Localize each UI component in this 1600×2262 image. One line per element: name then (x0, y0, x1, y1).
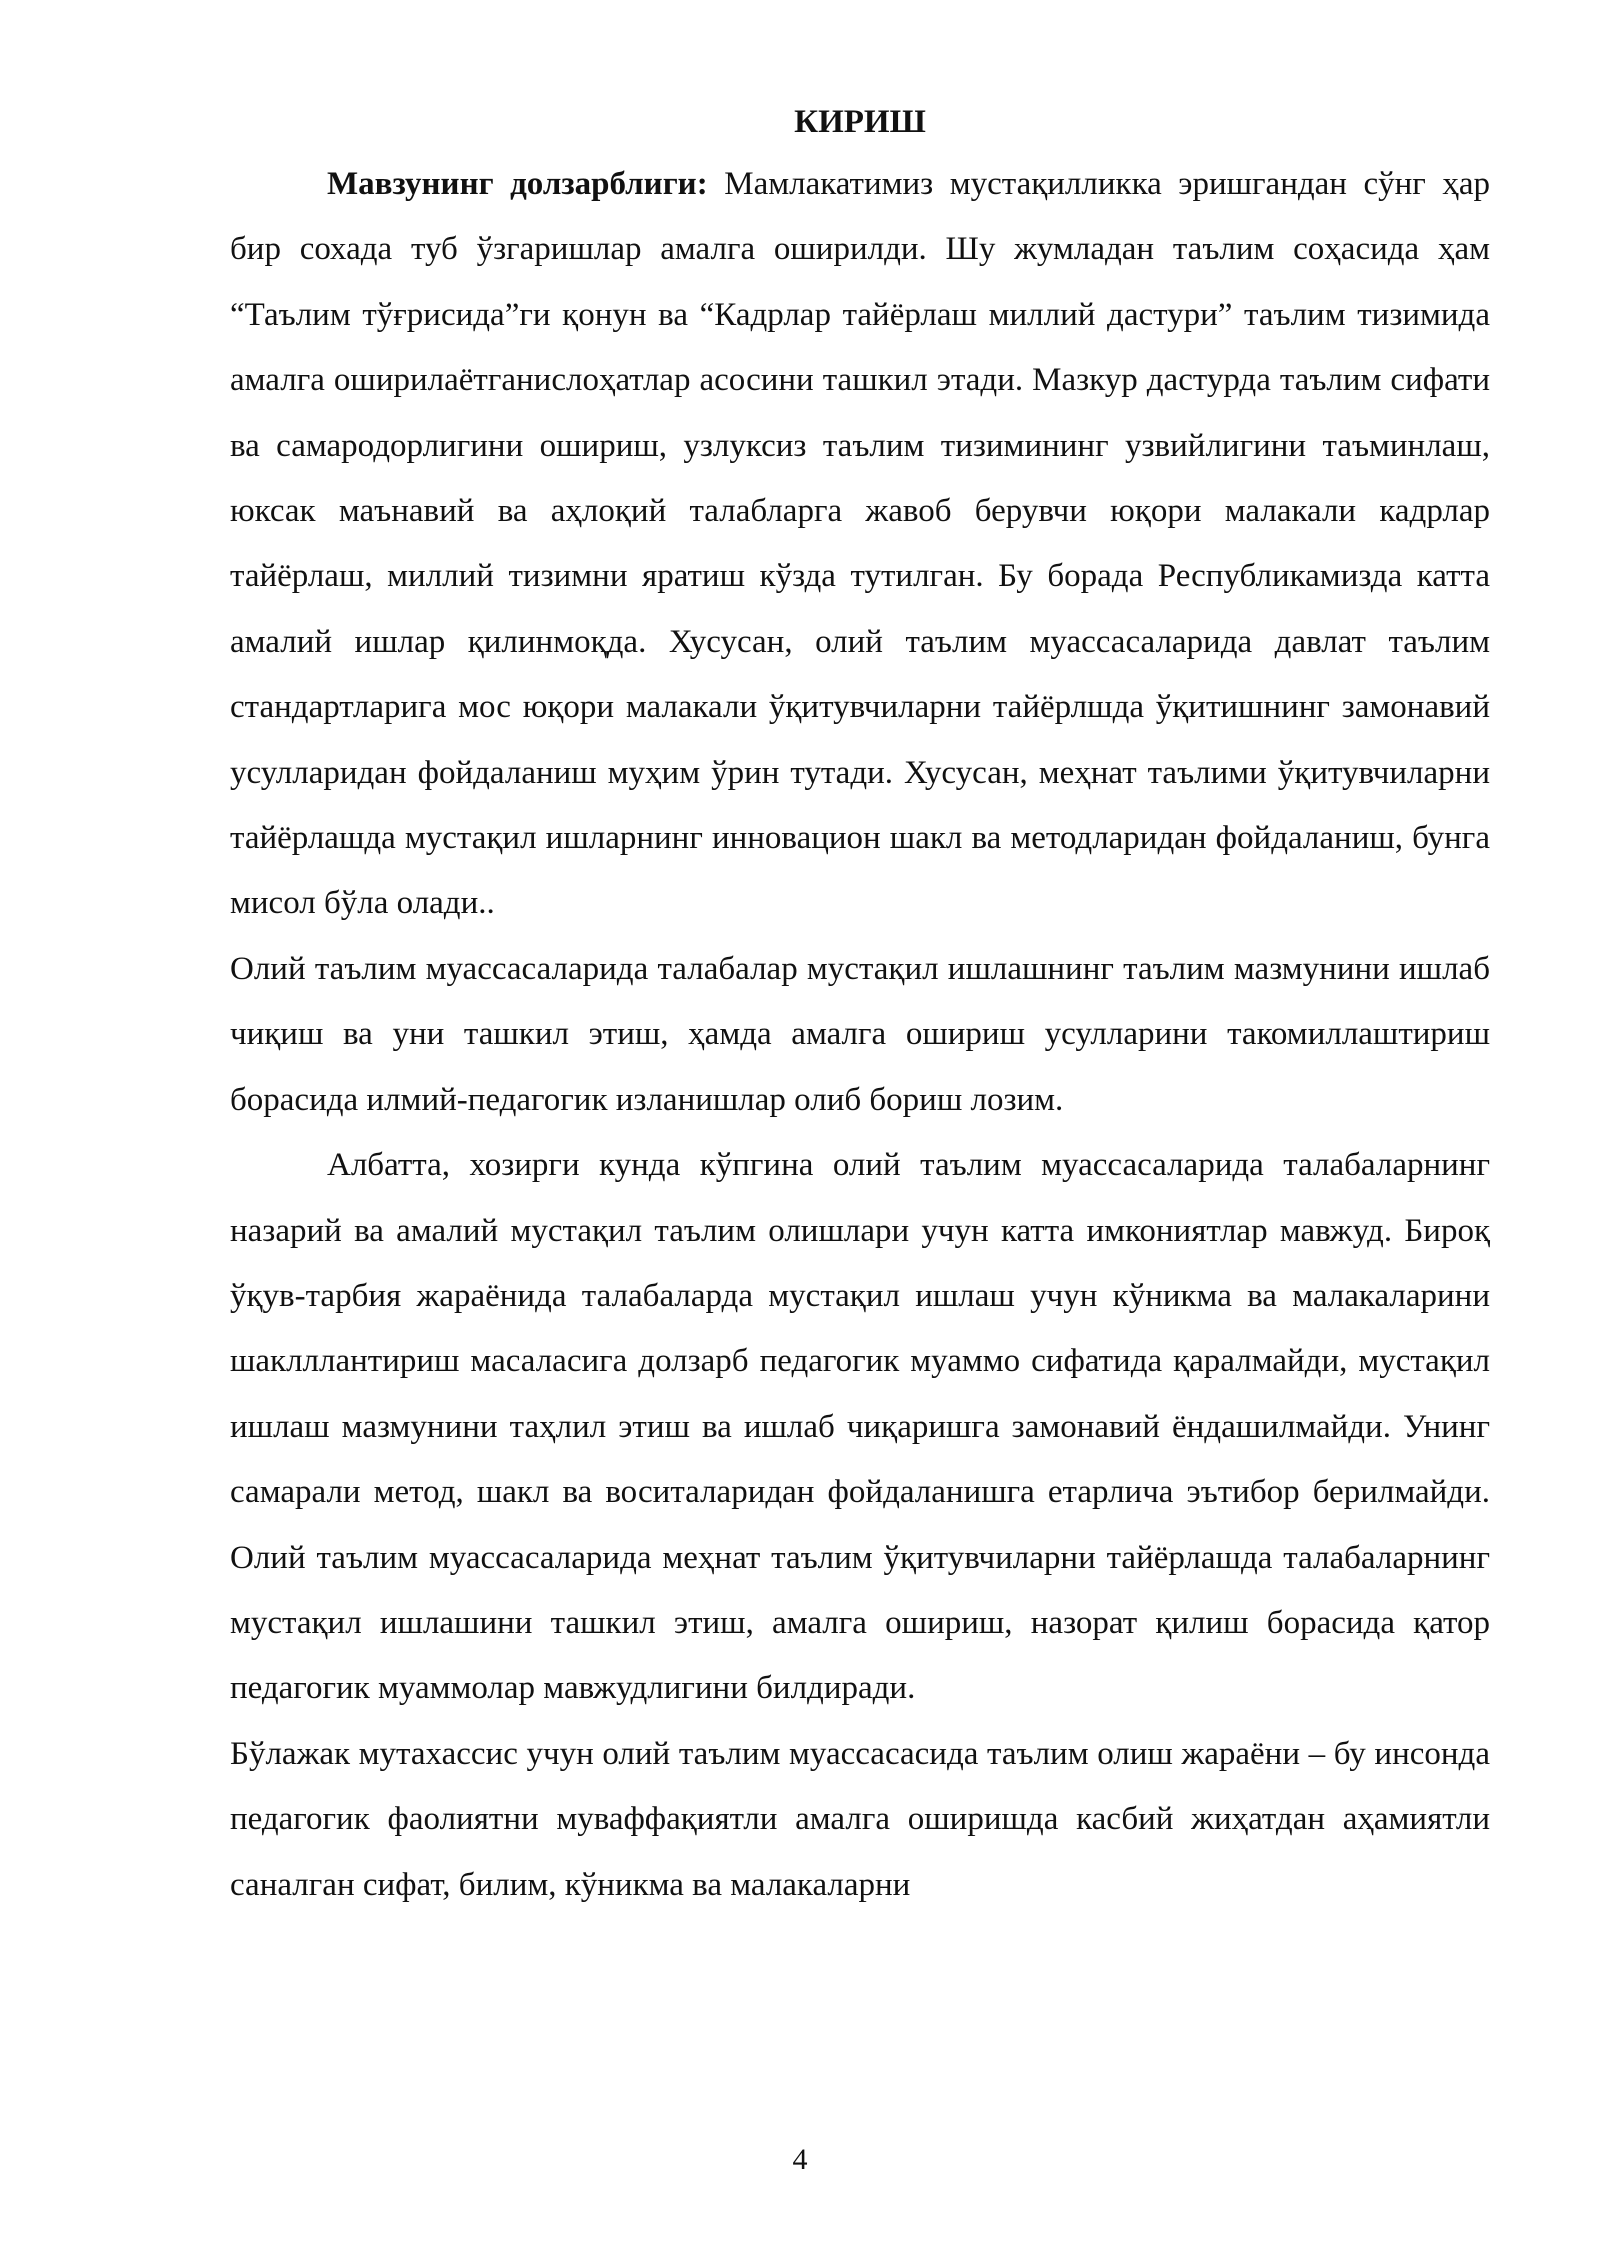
page-number: 4 (792, 2143, 808, 2176)
section-heading: КИРИШ (794, 104, 926, 140)
paragraph-4: Бўлажак мутахассис учун олий таълим муассасасида таълим олиш жараёни – бу инсонда педагогик фаолиятни муваффақиятли амалга оширишда касбий жиҳатдан аҳамиятли саналган сифат, билим, кўникма ва малакаларни (230, 1735, 1490, 1903)
page-content (230, 92, 1490, 1918)
paragraph-lead: Мавзунинг долзарблиги: (327, 166, 708, 202)
paragraph-text: Мамлакатимиз мустақилликка эришгандан сўнг ҳар бир сохада туб ўзгаришлар амалга оширилди. Шу жумладан таълим соҳасида ҳам “Таълим тўғрисида”ги қонун ва “Кадрлар тайёрлаш миллий дастури” таълим тизимида амалга оширилаётганислоҳатлар асосини ташкил этади. Мазкур дастурда таълим сифати ва самародорлигини ошириш, узлуксиз таълим тизимининг узвийлигини таъминлаш, юксак маънавий ва аҳлоқий талабларга жавоб берувчи юқори малакали кадрлар тайёрлаш, миллий тизимни яратиш кўзда тутилган. Бу борада Республикамизда катта амалий ишлар қилинмоқда. Хусусан, олий таълим муассасаларида давлат таълим стандартларига мос юқори малакали ўқитувчиларни тайёрлшда ўқитишнинг замонавий усулларидан фойдаланиш муҳим ўрин тутади. Хусусан, меҳнат таълими ўқитувчиларни тайёрлашда мустақил ишларнинг инновацион шакл ва методларидан фойдаланиш, бунга мисол бўла олади.. (230, 166, 1491, 922)
paragraph-2: Олий таълим муассасаларида талабалар мустақил ишлашнинг таълим мазмунини ишлаб чиқиш ва уни ташкил этиш, ҳамда амалга ошириш усулларини такомиллаштириш борасида илмий-педагогик изланишлар олиб бориш лозим. (230, 950, 1490, 1118)
paragraph-3: Албатта, хозирги кунда кўпгина олий таълим муассасаларида талабаларнинг назарий ва амалий мустақил таълим олишлари учун катта имкониятлар мавжуд. Бироқ ўқув-тарбия жараёнида талабаларда мустақил ишлаш учун кўникма ва малакаларини шаклллантириш масаласига долзарб педагогик муаммо сифатида қаралмайди, мустақил ишлаш мазмунини таҳлил этиш ва ишлаб чиқаришга замонавий ёндашилмайди. Унинг самарали метод, шакл ва воситаларидан фойдаланишга етарлича эътибор берилмайди. Олий таълим муассасаларида меҳнат таълим ўқитувчиларни тайёрлашда талабаларнинг мустақил ишлашини ташкил этиш, амалга ошириш, назорат қилиш борасида қатор педагогик муаммолар мавжудлигини билдиради. (230, 1147, 1490, 1707)
paragraph-relevance (230, 152, 1490, 937)
